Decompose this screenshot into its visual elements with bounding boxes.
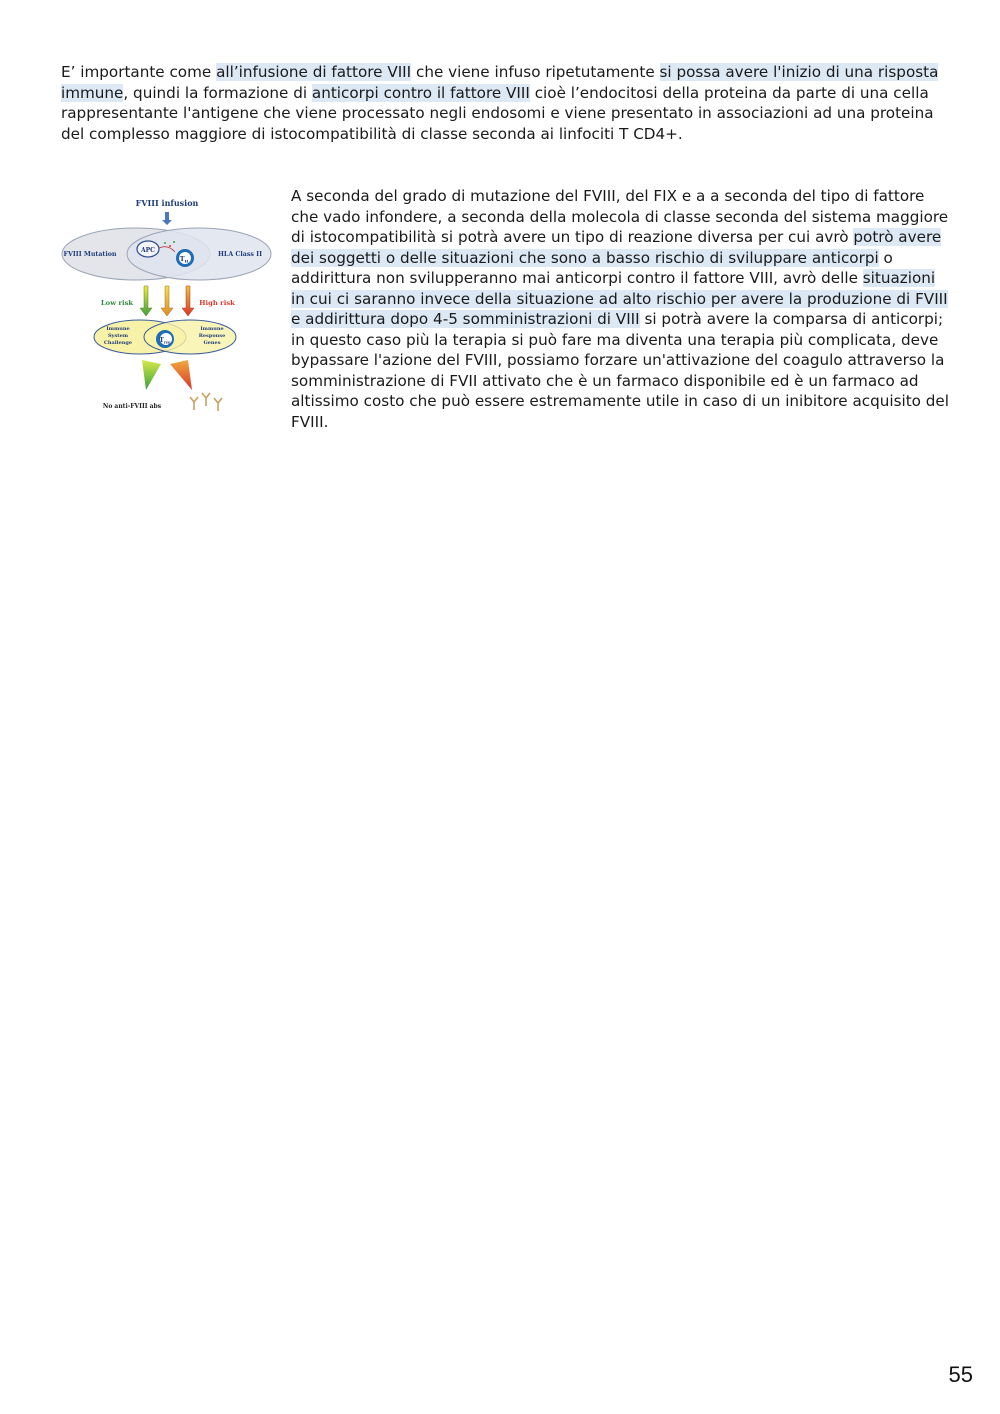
body-text: cioè l’endocitosi della proteina da parte di una cella rappresentante l'antigene che viene processato negli endosomi e viene presentato in associazioni ad una proteina del complesso maggiore di istocompatibilità di classe seconda ai linfociti T CD4+. [61, 83, 934, 143]
immune-response-label-2: Response [198, 333, 226, 339]
immune-response-label-3: Genes [203, 340, 221, 346]
paragraph-2 [291, 186, 951, 432]
figure-svg [60, 192, 278, 422]
high-risk-arrow-icon [182, 286, 194, 316]
body-text: si potrà avere la comparsa di anticorpi; in questo caso più la terapia si può fare ma diventa una terapia più complicata, deve bypassare l'azione del FVIII, possiamo forzare un'attivazione del coagulo attraverso la somministrazione di FVII attivato che è un farmaco disponibile ed è un farmaco ad altissimo costo che può essere estremamente utile in caso di un inibitore acquisito del FVIII. [291, 310, 950, 431]
mid-risk-arrow-icon [161, 286, 173, 316]
body-text: che viene infuso ripetutamente [411, 63, 660, 81]
high-risk-label: High risk [199, 299, 235, 307]
highlighted-text: situazioni in cui ci saranno invece della situazione ad alto rischio per avere la produzione di FVIII e addirittura dopo 4-5 somministrazioni di VIII [291, 269, 948, 328]
high-risk-cone [170, 360, 192, 390]
body-text: A seconda del grado di mutazione del FVIII, del FIX e a a seconda del tipo di fattore che vado infondere, a seconda della molecola di classe seconda del sistema maggiore di istocompatibilità si potrà avere un tipo di reazione diversa per cui avrò [291, 187, 949, 246]
immune-response-label-1: Immune [200, 326, 224, 332]
highlighted-text: si possa avere l'inizio di una risposta immune [61, 63, 939, 102]
body-text: o addirittura non svilupperanno mai anticorpi contro il fattore VIII, avrò delle [291, 248, 893, 287]
antibody-icons [190, 393, 222, 411]
low-risk-cone [142, 360, 161, 390]
highlighted-text: potrò avere dei soggetti o delle situazioni che sono a basso rischio di sviluppare anticorpi [291, 228, 942, 267]
paragraph-1 [61, 62, 941, 144]
no-antibodies-label: No anti-FVIII abs [102, 403, 162, 410]
figure-title: FVIII infusion [135, 198, 199, 208]
th-label: $T_H$ [179, 255, 189, 264]
body-text: , quindi la formazione di [123, 83, 312, 102]
highlighted-text: all’infusione di fattore VIII [216, 63, 412, 81]
apc-label: APC [141, 247, 155, 254]
low-risk-arrow-icon [140, 286, 152, 316]
highlighted-text: anticorpi contro il fattore VIII [311, 83, 530, 102]
treg-label: $T_{reg}$ [159, 337, 171, 345]
low-risk-label: Low risk [100, 299, 134, 307]
immune-response-figure [60, 192, 278, 422]
immune-system-label-3: Challenge [103, 340, 133, 346]
fviii-mutation-label: FVIII Mutation [63, 251, 117, 258]
immune-system-label-2: System [107, 333, 129, 339]
hla-class-label: HLA Class II [217, 251, 263, 258]
down-arrow-icon [162, 212, 172, 225]
page-number: 55 [948, 1362, 973, 1387]
body-text: E’ importante come [61, 63, 217, 81]
immune-system-label-1: Immune [106, 326, 130, 332]
